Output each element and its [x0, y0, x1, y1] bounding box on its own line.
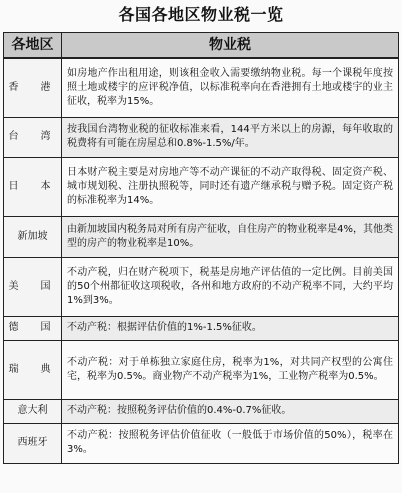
region-cell: 美 国 [4, 257, 62, 316]
table-row [4, 58, 399, 117]
region-cell: 台 湾 [4, 117, 62, 157]
table-row [4, 316, 399, 340]
region-cell: 德 国 [4, 316, 62, 340]
tax-description: 不动产税：按照税务评估价值征收（一般低于市场价值的50%），税率在3%。 [62, 423, 399, 463]
property-tax-table [3, 32, 399, 464]
tax-description: 不动产税：对于单栋独立家庭住房，税率为1%，对共同产权型的公寓住宅，税率为0.5%。商业物产不动产税率为1%，工业物产税率为0.5%。 [62, 340, 399, 399]
region-cell: 西班牙 [4, 423, 62, 463]
region-cell: 瑞 典 [4, 340, 62, 399]
table-row [4, 423, 399, 463]
region-cell: 新加坡 [4, 216, 62, 257]
region-cell: 意大利 [4, 399, 62, 423]
header-region: 各地区 [4, 33, 62, 59]
region-cell: 香 港 [4, 58, 62, 117]
header-property-tax: 物业税 [62, 33, 399, 59]
tax-description: 由新加坡国内税务局对所有房产征收，自住房产的物业税率是4%，其他类型的房产的物业税率是10%。 [62, 216, 399, 257]
table-row [4, 399, 399, 423]
tax-description: 不动产税：根据评估价值的1%-1.5%征收。 [62, 316, 399, 340]
table-header-row [4, 33, 399, 59]
tax-description: 不动产税，归在财产税项下，税基是房地产评估值的一定比例。目前美国的50个州都征收这项税收，各州和地方政府的不动产税率不同，大约平均1%到3%。 [62, 257, 399, 316]
tax-description: 按我国台湾物业税的征收标准来看，144平方米以上的房源，每年收取的税费将有可能在房屋总和0.8%-1.5%/年。 [62, 117, 399, 157]
table-row [4, 257, 399, 316]
region-cell: 日 本 [4, 157, 62, 216]
table-row [4, 216, 399, 257]
document-title: 各国各地区物业税一览 [118, 5, 284, 24]
table-row [4, 340, 399, 399]
table-row [4, 157, 399, 216]
tax-description: 日本财产税主要是对房地产等不动产课征的不动产取得税、固定资产税、城市规划税、注册执照税等，同时还有遗产继承税与赠予税。固定资产税的标准税率为14%。 [62, 157, 399, 216]
tax-description: 如房地产作出租用途，则该租金收入需要缴纳物业税。每一个课税年度按照土地或楼宇的应评税净值，以标准税率向在香港拥有土地或楼宇的业主征收，税率为15%。 [62, 58, 399, 117]
table-row [4, 117, 399, 157]
tax-description: 不动产税：按照税务评估价值的0.4%-0.7%征收。 [62, 399, 399, 423]
